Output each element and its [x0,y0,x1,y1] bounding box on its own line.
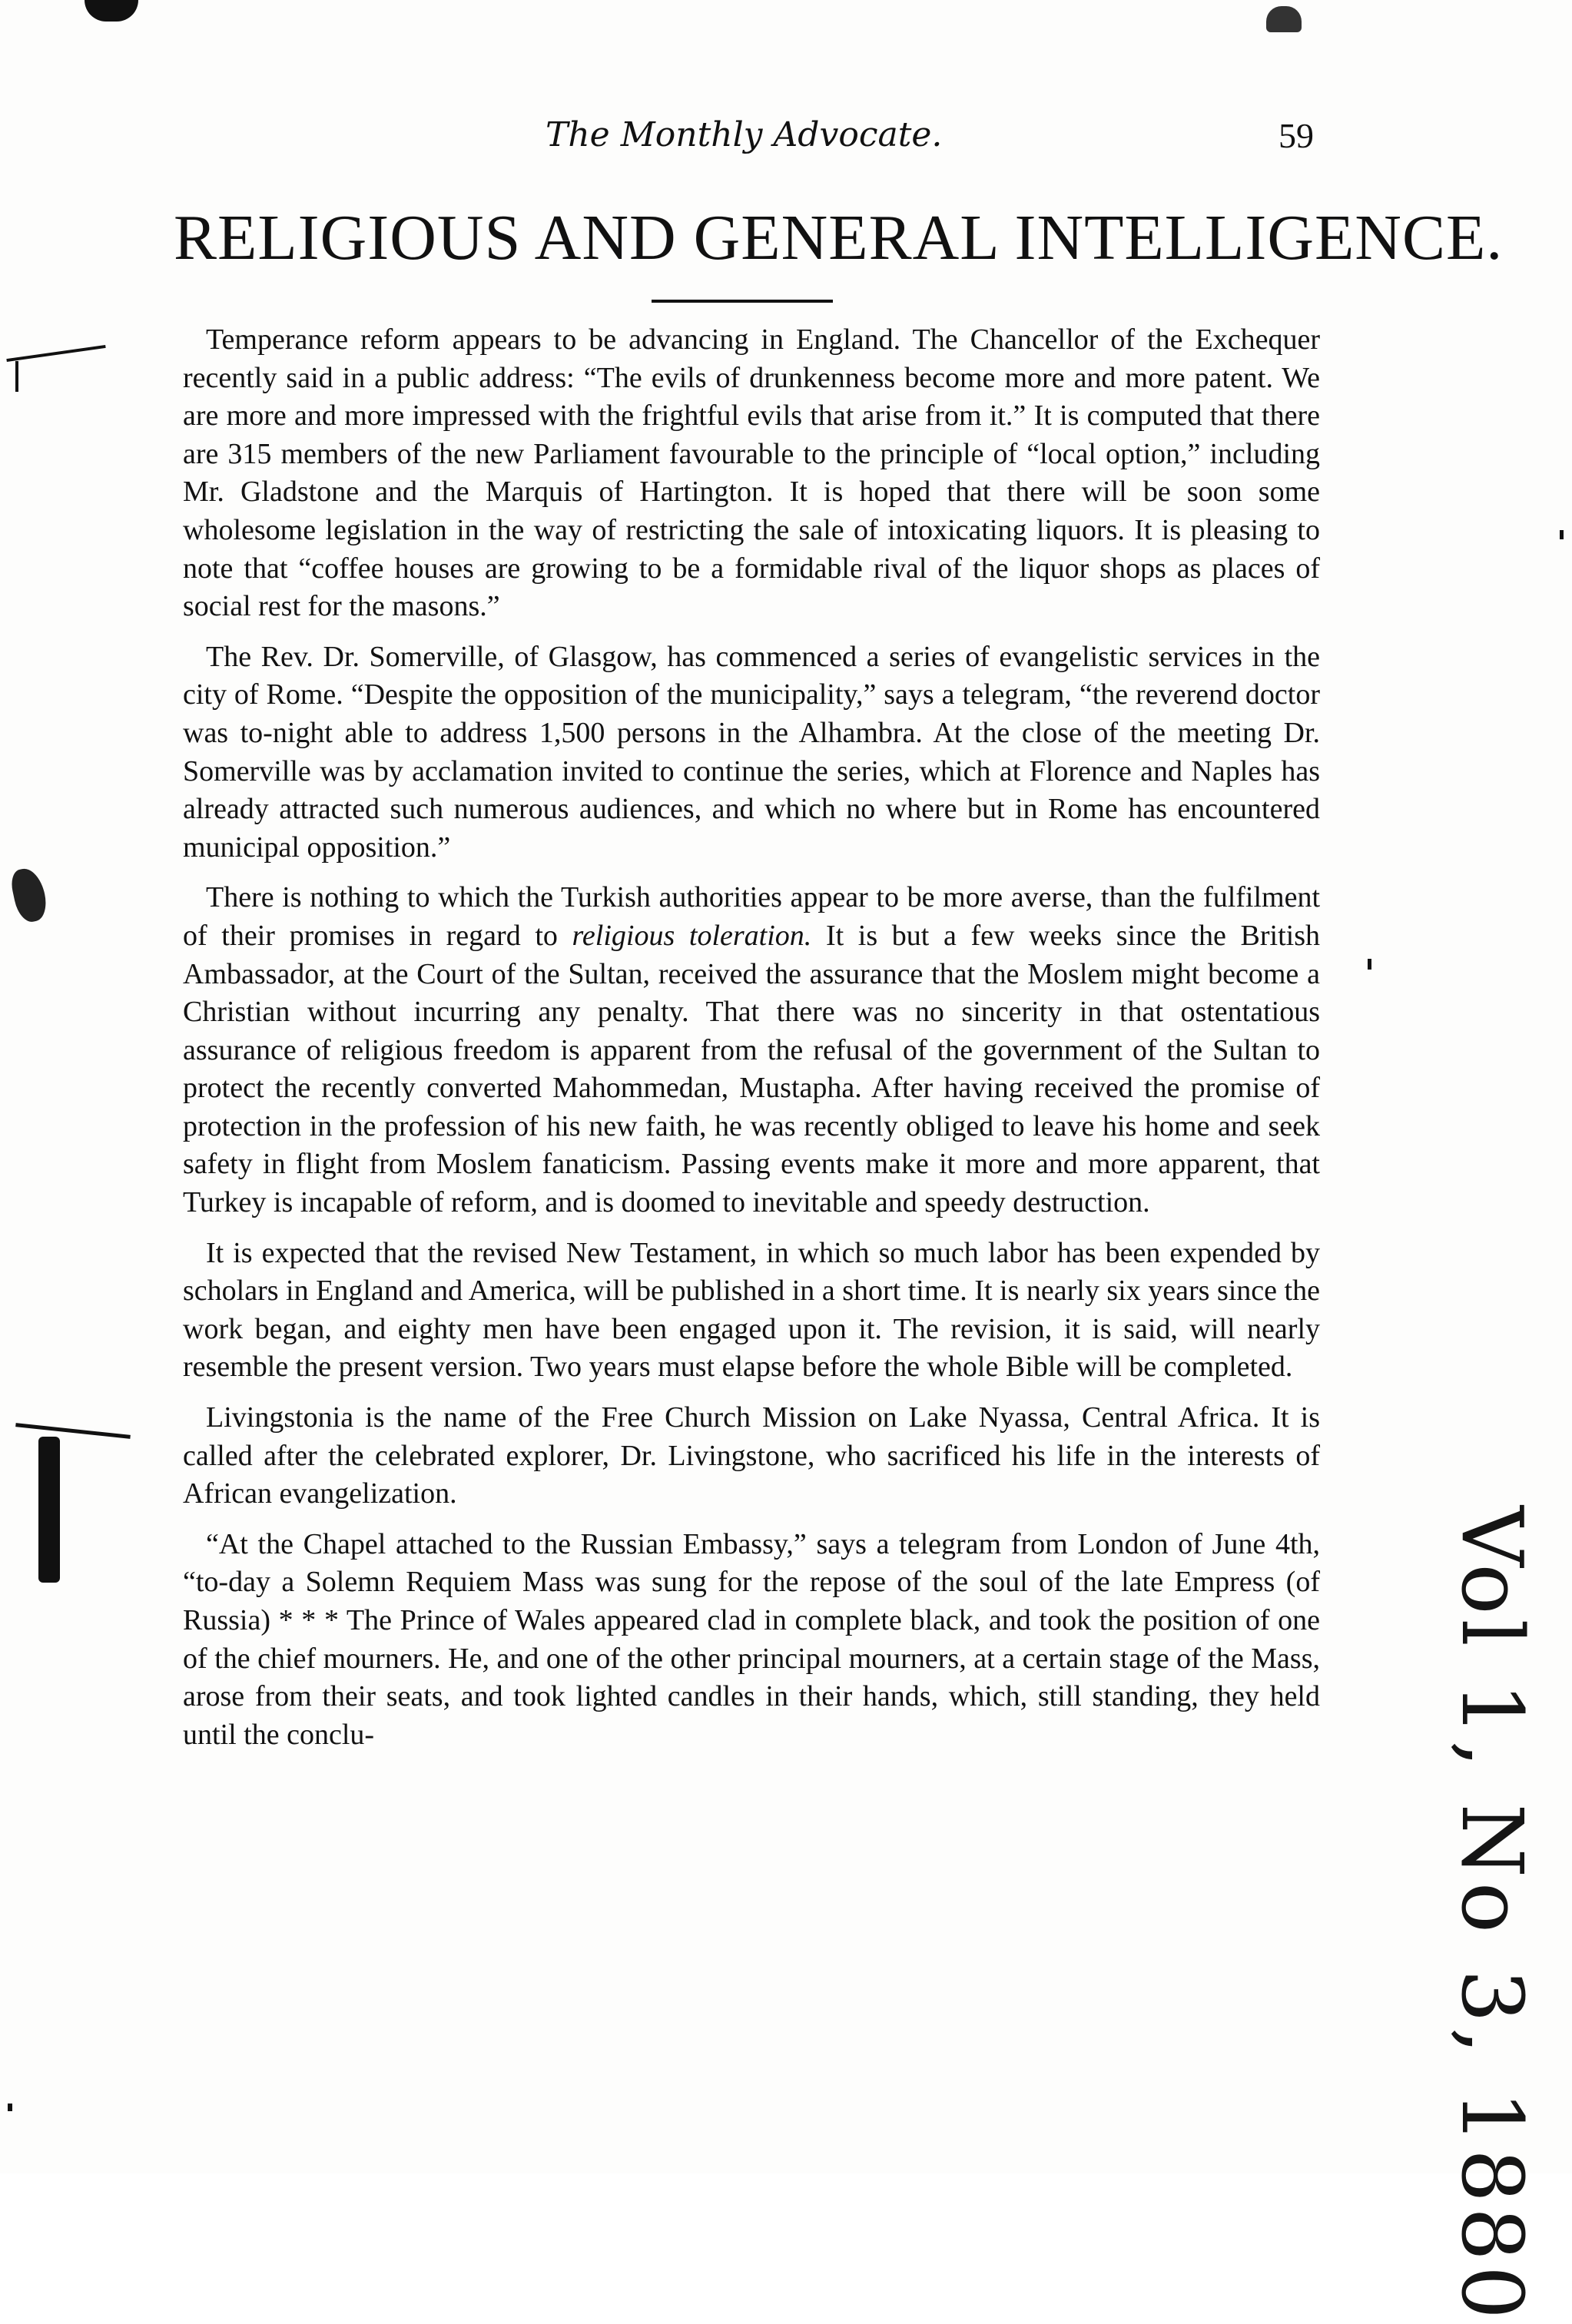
tick-mark-left-1 [6,345,105,362]
stamp-mark-top-right [1266,6,1302,32]
page-number: 59 [1278,116,1314,155]
dot-mark-2 [1368,959,1371,970]
paragraph-temperance: Temperance reform appears to be advancing in England. The Chancellor of the Exchequer recently said in a public address: “The evils of drunkenness become more and more patent. We are more and more impressed with the frightful evils that arise from it.” It is computed that there are 315 members of the new Parliament favourable to the principle of “local option,” including Mr. Gladstone and the Marquis of Hartington. It is hoped that there will be soon some wholesome legislation in the way of restricting the sale of intoxicating liquors. It is pleasing to note that “coffee houses are growing to be a formidable rival of the liquor shops as places of social rest for the masons.” [183,323,1320,623]
paragraph-new-testament: It is expected that the revised New Testament, in which so much labor has been expended by scholars in England and America, will be published in a short time. It is nearly six years since the work began, and eighty men have been engaged upon it. The revision, it is said, will nearly resemble the present version. Two years must elapse before the whole Bible will be completed. [183,1236,1320,1384]
handwritten-note-text: Vol 1, No 3, 1880 [1443,1506,1541,2324]
handwritten-margin-note [1418,1506,1541,2324]
title-rule [652,300,833,303]
paragraph-turkey [183,879,1320,1222]
tick-mark-left-1b [15,361,18,392]
dot-mark-3 [8,2104,12,2111]
paragraph-turkey-end: It is but a few weeks since the British Ambassador, at the Court of the Sultan, received the assurance that the Moslem might become a Christian without incurring any penalty. That there was no sincerity in that ostentatious assurance of religious freedom is apparent from the refusal of the government of the Sultan to protect the recently converted Mahommedan, Mustapha. After having received the promise of protection in the profession of his new faith, he was recently obliged to leave his home and seek safety in flight from Moslem fanaticism. Passing events make it more and more apparent, that Turkey is incapable of reform, and is doomed to inevitable and speedy destruction. [183,919,1320,1219]
ink-blot-top-left [85,0,138,22]
paragraph-livingstonia: Livingstonia is the name of the Free Church Mission on Lake Nyassa, Central Africa. It is called after the celebrated explorer, Dr. Livingstone, who sacrificed his life in the interests of African evangelization. [183,1401,1320,1510]
page-header [177,115,1314,169]
article-title: RELIGIOUS AND GENERAL INTELLIGENCE. [174,202,1504,274]
bracket-mark-left [38,1437,60,1583]
article-body [183,321,1320,1766]
paragraph-turkey-italic: religious toleration. [572,919,812,952]
paragraph-turkey-start: There is nothing to which the Turkish authorities appear to be more averse, than the fulfilment of their promises in regard to [183,881,1320,952]
running-title: The Monthly Advocate. [546,115,943,154]
dot-mark-1 [1560,530,1564,539]
paragraph-russian-embassy: “At the Chapel attached to the Russian Embassy,” says a telegram from London of June 4th, “to-day a Solemn Requiem Mass was sung for the repose of the soul of the late Empress (of Russia) * * * The Prince of Wales appeared clad in complete black, and took the position of one of the chief mourners. He, and one of the other principal mourners, at a certain stage of the Mass, arose from their seats, and took lighted candles in their hands, which, still standing, they held until the conclu- [183,1527,1320,1751]
tick-mark-left-2 [8,866,50,925]
bracket-mark-left-stroke [15,1423,131,1439]
paragraph-somerville: The Rev. Dr. Somerville, of Glasgow, has commenced a series of evangelistic services in the city of Rome. “Despite the opposition of the municipality,” says a telegram, “the reverend doctor was to-night able to address 1,500 persons in the Alhambra. At the close of the meeting Dr. Somerville was by acclamation invited to continue the series, which at Florence and Naples has already attracted such numerous audiences, and which no where but in Rome has encountered municipal opposition.” [183,640,1320,864]
